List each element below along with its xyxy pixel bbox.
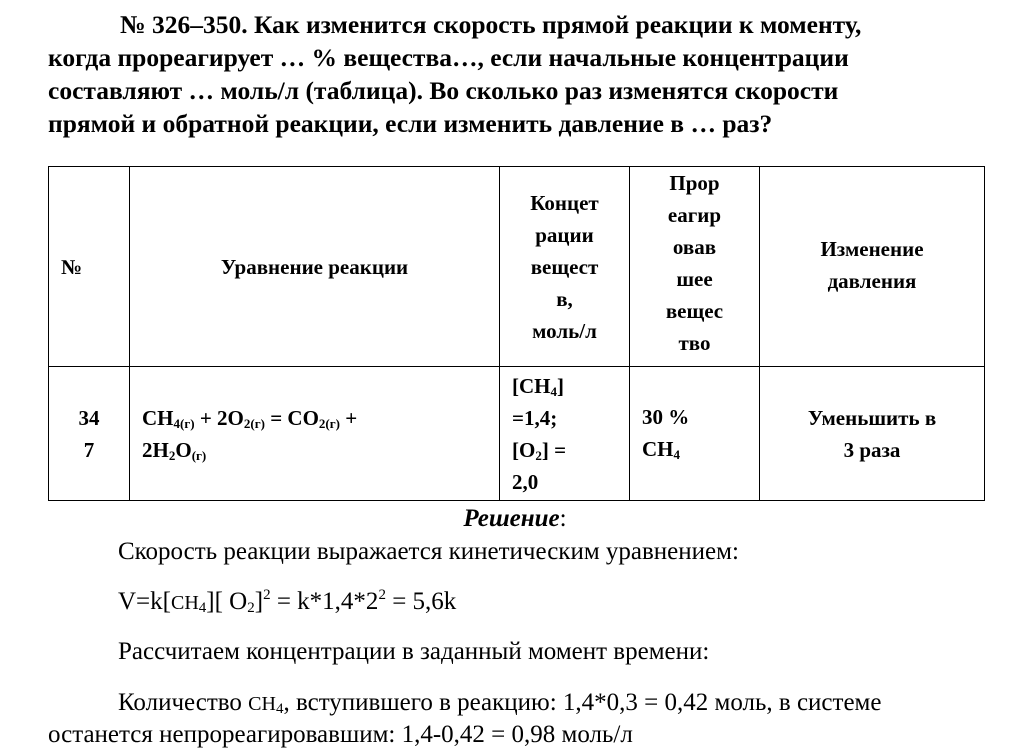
table-row bbox=[49, 367, 985, 501]
header-line-2: когда прореагирует … % вещества…, если начальные концентрации bbox=[48, 43, 849, 72]
solution-line-1: Скорость реакции выражается кинетическим уравнением: bbox=[118, 538, 739, 565]
header-line-1: № 326–350. Как изменится скорость прямой реакции к моменту, bbox=[120, 10, 862, 39]
solution-title: Решение: bbox=[463, 505, 567, 532]
row-number: 34 7 bbox=[49, 367, 130, 501]
header-line-4: прямой и обратной реакции, если изменить давление в … раз? bbox=[48, 109, 773, 138]
header-concentration: Концет рации вещест в, моль/л bbox=[500, 167, 630, 367]
problem-header bbox=[48, 8, 988, 140]
solution-line-2: Рассчитаем концентрации в заданный момент времени: bbox=[118, 638, 710, 665]
row-reacted: 30 % $CH_4$ bbox=[630, 367, 760, 501]
row-equation: $CH_{4(г)} + 2O_{2(г)} = CO_{2(г)}$ + $2H_2O_{(г)}$ bbox=[130, 367, 500, 501]
row-pressure: Уменьшить в 3 раза bbox=[760, 367, 985, 501]
header-pressure: Изменение давления bbox=[760, 167, 985, 367]
header-line-3: составляют … моль/л (таблица). Во сколько раз изменятся скорости bbox=[48, 76, 839, 105]
header-equation: Уравнение реакции bbox=[130, 167, 500, 367]
row-concentration: $[CH_4]$ =1,4; $[O_2]$ = 2,0 bbox=[500, 367, 630, 501]
kinetic-formula: $V=k[CH_4]$[ $O_2]^2 = k*1,4*2^2 = 5,6k$ bbox=[118, 587, 457, 616]
reaction-table bbox=[48, 166, 985, 501]
header-number: № bbox=[49, 167, 130, 367]
solution-line-3: Количество $CH_4$, вступившего в реакцию: 1,4*0,3 = 0,42 моль, в системе bbox=[118, 689, 882, 717]
solution-line-4: останется непрореагировавшим: 1,4-0,42 = 0,98 моль/л bbox=[48, 721, 633, 748]
table-header-row bbox=[49, 167, 985, 367]
header-reacted: Прор еагир овав шее вещес тво bbox=[630, 167, 760, 367]
